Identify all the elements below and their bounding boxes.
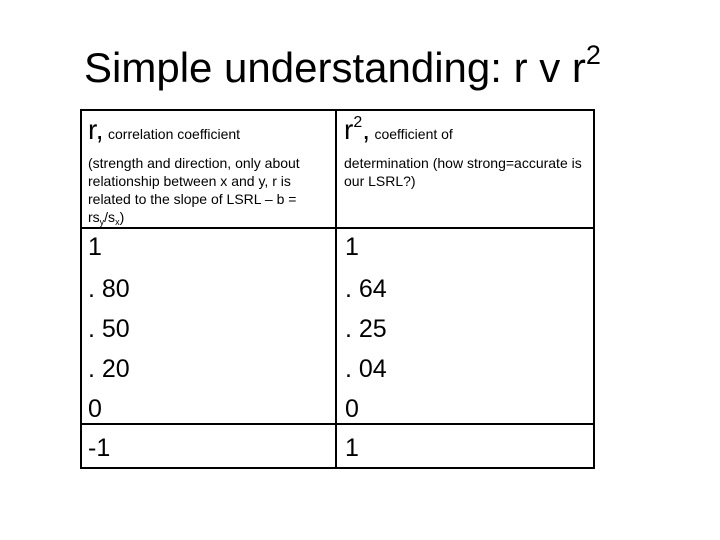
r-description-sub-y: y <box>99 217 105 227</box>
r2-symbol-letter: r <box>344 114 354 145</box>
cell-r-6: -1 <box>88 434 111 462</box>
title-superscript: 2 <box>585 40 601 70</box>
r-symbol: r, <box>88 114 104 145</box>
r-description-sub-x: x <box>115 217 120 227</box>
r2-description: determination (how strong=accurate is our LSRL?) <box>344 155 582 189</box>
cell-r-5: 0 <box>88 395 102 423</box>
r-subtitle: correlation coefficient <box>108 126 241 142</box>
r-description-slash: /s <box>104 209 116 225</box>
comparison-table <box>80 109 595 469</box>
cell-r2-2: . 64 <box>345 275 387 303</box>
r2-subtitle: coefficient of <box>374 126 453 142</box>
cell-r-2: . 80 <box>88 275 130 303</box>
cell-r2-3: . 25 <box>345 315 387 343</box>
r-description <box>88 154 328 226</box>
cell-r2-6: 1 <box>345 434 359 462</box>
cell-r-3: . 50 <box>88 315 130 343</box>
cell-r2-1: 1 <box>345 233 359 261</box>
header-r <box>88 114 328 226</box>
column-divider <box>335 111 337 467</box>
cell-r-4: . 20 <box>88 355 130 383</box>
row-divider <box>82 423 593 425</box>
cell-r2-5: 0 <box>345 395 359 423</box>
cell-r-1: 1 <box>88 233 102 261</box>
header-r2 <box>344 114 589 190</box>
cell-r2-4: . 04 <box>345 355 387 383</box>
r-description-text: (strength and direction, only about relationship between x and y, r is related to the slope of LSRL – b = rs <box>88 155 300 225</box>
title-text: Simple understanding: r v r <box>84 44 586 91</box>
header-divider <box>82 227 593 229</box>
r2-symbol <box>344 114 370 145</box>
r-description-end: ) <box>119 209 125 225</box>
r2-symbol-comma: , <box>362 114 371 145</box>
page-title <box>84 42 601 94</box>
r2-symbol-sup: 2 <box>353 114 363 131</box>
